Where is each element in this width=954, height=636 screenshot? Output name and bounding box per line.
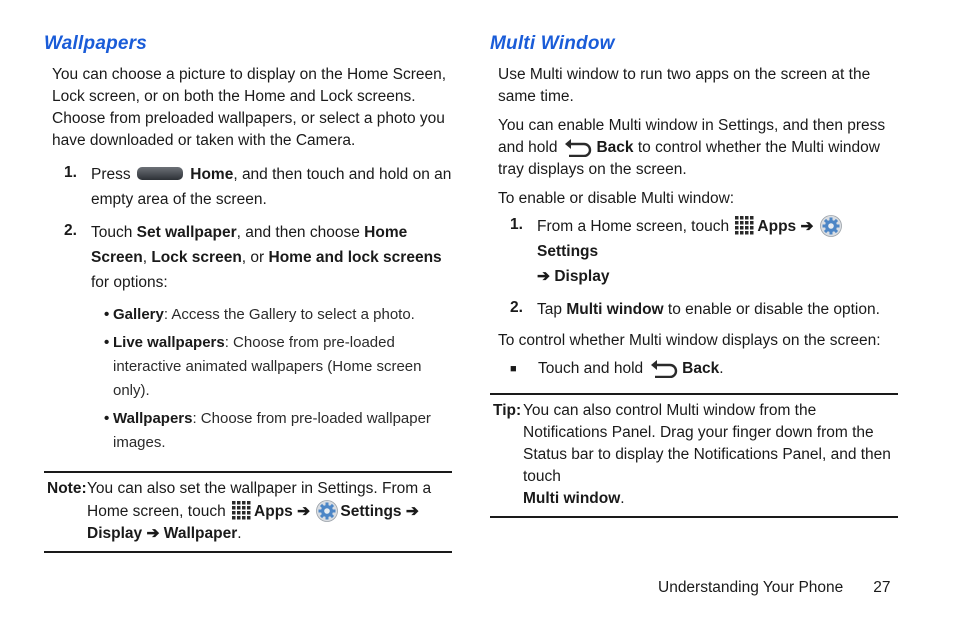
wallpaper-options-list [44,303,452,455]
wallpapers-intro: You can choose a picture to display on the Home Screen, Lock screen, or on both the Home and Lock screens. Choose from preloaded wallpapers, or select a photo you have downloaded or taken with the Camera. [52,66,447,149]
footer-section-title: Understanding Your Phone [658,579,844,596]
multi-window-para-4: To control whether Multi window displays on the screen: [498,332,881,349]
step-number: 1. [64,164,77,181]
note-box [44,471,452,553]
list-item: ■ Touch and hold Back. [490,358,898,380]
settings-gear-icon [820,215,842,237]
list-item: • Gallery: Access the Gallery to select a photo. [104,306,415,323]
wallpapers-step-1 [44,162,452,212]
step-number: 2. [64,222,77,239]
step-text: Touch Set wallpaper, and then choose Home Screen, Lock screen, or Home and lock screens for options: [91,224,442,291]
step-text: Press Home, and then touch and hold on an empty area of the screen. [91,166,452,208]
multi-window-para-1: Use Multi window to run two apps on the screen at the same time. [498,66,871,105]
multi-window-step-1 [490,214,898,289]
note-text: You can also set the wallpaper in Settings. From a Home screen, touch Apps ➔ Settings ➔ Display ➔ Wallpaper. [87,480,432,542]
tip-box [490,393,898,518]
multi-window-step-2 [490,297,898,322]
step-text: Tap Multi window to enable or disable the option. [537,301,880,318]
multi-window-heading: Multi Window [490,33,615,54]
step-text: From a Home screen, touch Apps ➔ Settings ➔ Display [537,214,898,289]
multi-window-para-3: To enable or disable Multi window: [498,190,735,207]
square-bullet: ■ [510,363,517,375]
wallpapers-heading: Wallpapers [44,33,148,54]
step-number: 2. [510,299,523,316]
apps-icon [231,500,252,521]
tip-text: You can also control Multi window from the Notifications Panel. Drag your finger down from the Status bar to display the Notifications Panel, and then touch Multi window. [523,402,891,507]
settings-gear-icon [316,500,338,522]
apps-icon [734,215,755,236]
page-number: 27 [873,579,891,596]
back-key-icon [563,137,593,157]
page-footer [658,579,891,597]
wallpapers-step-2 [44,220,452,295]
home-key-icon [137,167,183,180]
back-key-icon [649,358,679,378]
list-item: • Live wallpapers: Choose from pre-loaded interactive animated wallpapers (Home screen only). [104,334,422,399]
list-item: • Wallpapers: Choose from pre-loaded wallpaper images. [104,410,431,451]
multi-window-para-2: You can enable Multi window in Settings, and then press and hold Back to control whether the Multi window tray displays on the screen. [498,117,886,178]
step-number: 1. [510,216,523,233]
wallpapers-section [44,33,452,553]
multi-window-section [490,33,898,518]
note-label: Note: [47,480,87,497]
tip-label: Tip: [493,402,522,419]
